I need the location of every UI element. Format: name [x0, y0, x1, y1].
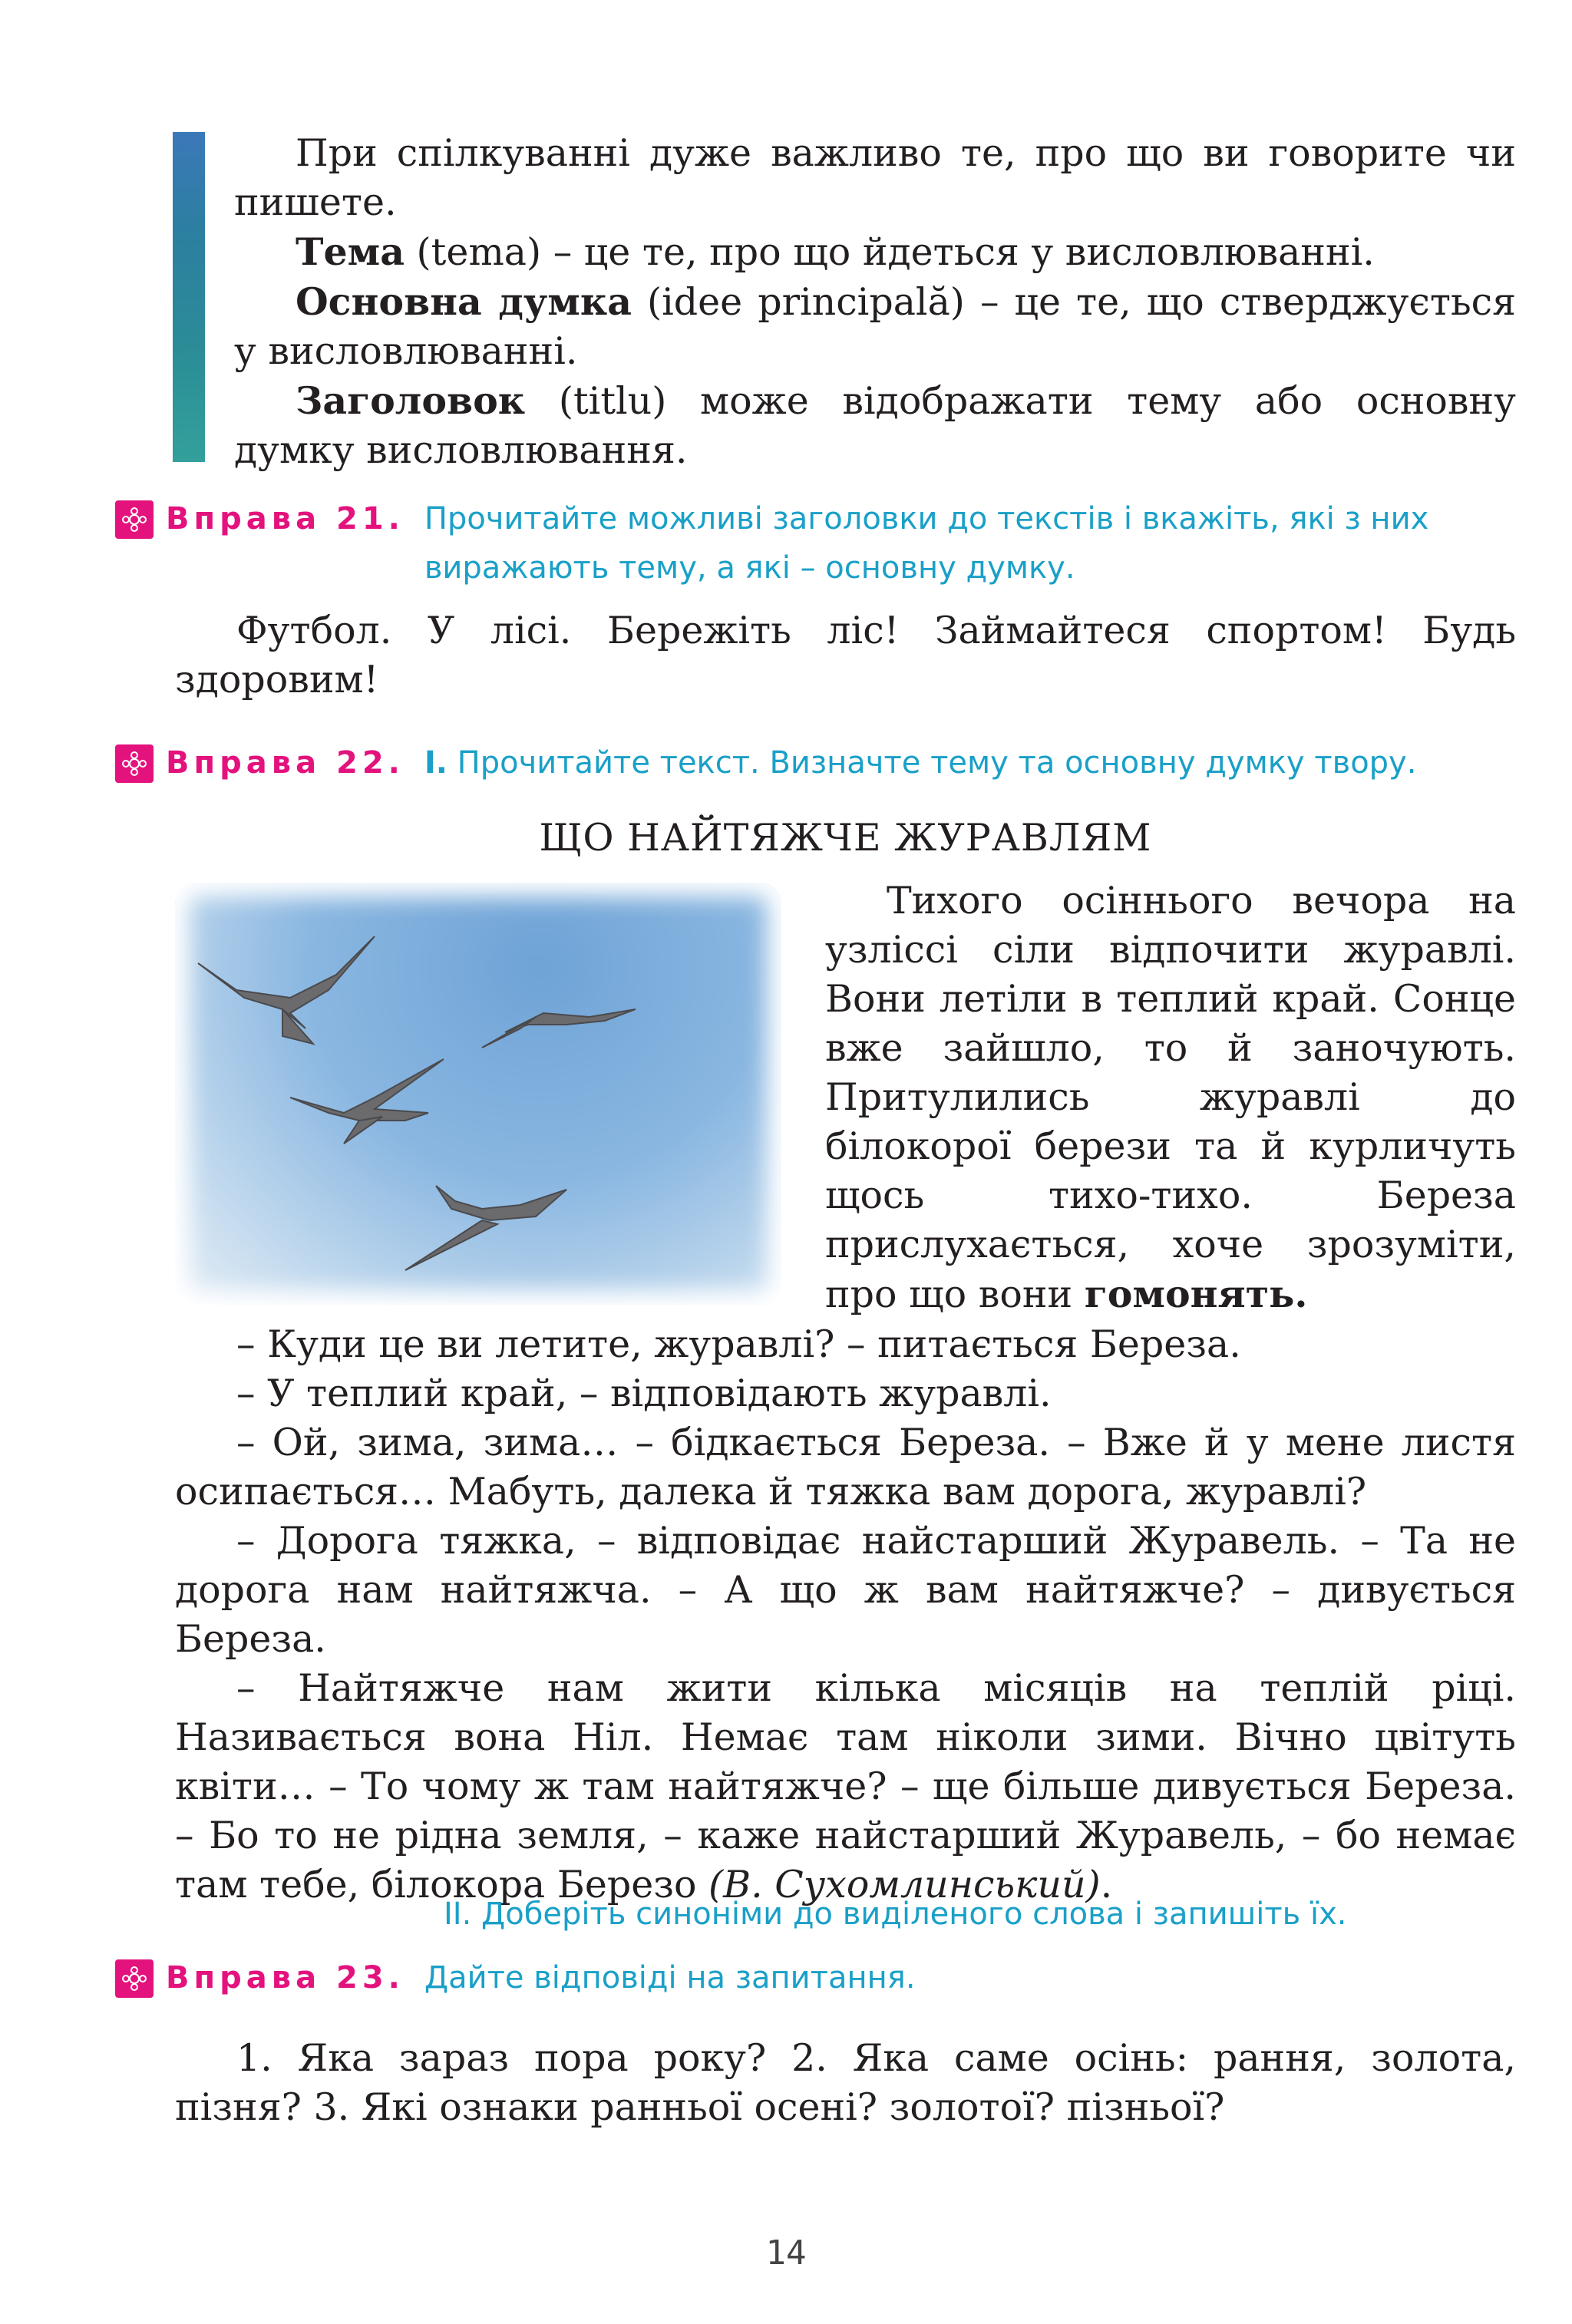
- cranes-photo: [175, 883, 781, 1305]
- term-zagolovok: Заголовок: [296, 378, 526, 423]
- exercise-23-header: [115, 1959, 1516, 2002]
- exercise-22-task-2: ІІ. Доберіть синоніми до виділеного слова і запишіть їх.: [444, 1897, 1347, 1932]
- dialogue-last-text: – Найтяжче нам жити кілька місяців на теплій ріці. Називається вона Ніл. Немає там ніколи зими. Вічно цвітуть квіти… – То чому ж там найтяжче? – ще більше дивується Береза. – Бо то не рідна земля, – каже найстарший Журавель, – бо немає там тебе, білокора Березо: [175, 1666, 1516, 1906]
- dialogue-last-paragraph: [175, 1664, 1516, 1910]
- story-first-paragraph: [825, 876, 1516, 1319]
- exercise-21-label: Вправа 21.: [166, 501, 405, 536]
- story-title: ЩО НАЙТЯЖЧЕ ЖУРАВЛЯМ: [539, 816, 1152, 860]
- dialogue-end-punct: .: [1100, 1863, 1113, 1906]
- dialogue-line: – У теплий край, – відповідають журавлі.: [236, 1372, 1052, 1415]
- exercise-23-questions: 1. Яка зараз пора року? 2. Яка саме осінь: рання, золота, пізня? 3. Які ознаки ранньої осені? золотої? пізньої?: [175, 2036, 1516, 2129]
- exercise-21-header: [115, 500, 1516, 593]
- dialogue-line: – Дорога тяжка, – відповідає найстарший Журавель. – Та не дорога нам найтяжча. – А що ж вам найтяжче? – дивується Береза.: [175, 1519, 1516, 1661]
- exercise-23-label: Вправа 23.: [166, 1960, 405, 1996]
- rule-sidebar-bar: [173, 132, 205, 462]
- task-roman-1: І.: [424, 745, 447, 781]
- flower-ornament-icon: [115, 500, 154, 539]
- dialogue-line: – Ой, зима, зима… – бідкається Береза. – Вже й у мене листя осипається… Мабуть, далека й тяжка вам дорога, журавлі?: [175, 1421, 1516, 1514]
- exercise-22-task: [424, 738, 1417, 787]
- term-tema: Тема: [296, 229, 405, 274]
- def-dumka: (idee principală) – це те, що стверджується у висловлюванні.: [234, 280, 1517, 373]
- highlighted-word: гомонять.: [1084, 1272, 1308, 1316]
- cranes-illustration: [175, 883, 781, 1305]
- story-dialogue: [175, 1320, 1516, 1910]
- rule-zagolovok: [234, 376, 1516, 475]
- exercise-21-body: [175, 606, 1516, 705]
- term-dumka: Основна думка: [296, 279, 632, 324]
- exercise-23-body: [175, 2034, 1516, 2132]
- exercise-21-task: Прочитайте можливі заголовки до текстів і вкажіть, які з них виражають тему, а які – основну думку.: [424, 501, 1429, 586]
- exercise-23-task: Дайте відповіді на запитання.: [424, 1960, 916, 1996]
- task-1-text: Прочитайте текст. Визначте тему та основну думку твору.: [457, 745, 1417, 781]
- story-intro-paragraph: [825, 876, 1516, 1319]
- page-number: 14: [765, 2233, 807, 2273]
- rule-box: [234, 129, 1516, 475]
- story-first-text: Тихого осіннього вечора на узліссі сіли відпочити журавлі. Вони летіли в теплий край. Сонце вже зайшло, то й заночують. Притулились журавлі до білокорої берези та й курличуть щось тихо-тихо. Береза прислухається, хоче зрозуміти, про що вони: [825, 879, 1516, 1316]
- rule-dumka: [234, 277, 1516, 376]
- flower-ornament-icon: [115, 744, 154, 783]
- story-author: (В. Сухомлинський): [708, 1863, 1101, 1906]
- exercise-22-label: Вправа 22.: [166, 745, 405, 781]
- def-tema: (tema) – це те, про що йдеться у висловлюванні.: [404, 230, 1375, 274]
- rule-intro: При спілкуванні дуже важливо те, про що ви говорите чи пишете.: [234, 131, 1516, 224]
- exercise-22-header: [115, 744, 1516, 787]
- rule-tema: [234, 227, 1516, 277]
- dialogue-line: – Куди це ви летите, журавлі? – питається Береза.: [236, 1322, 1241, 1366]
- exercise-21-titles: Футбол. У лісі. Бережіть ліс! Займайтеся спортом! Будь здоровим!: [175, 609, 1516, 701]
- flower-ornament-icon: [115, 1959, 154, 1998]
- def-zagolovok: (titlu) може відображати тему або основну думку висловлювання.: [234, 379, 1516, 472]
